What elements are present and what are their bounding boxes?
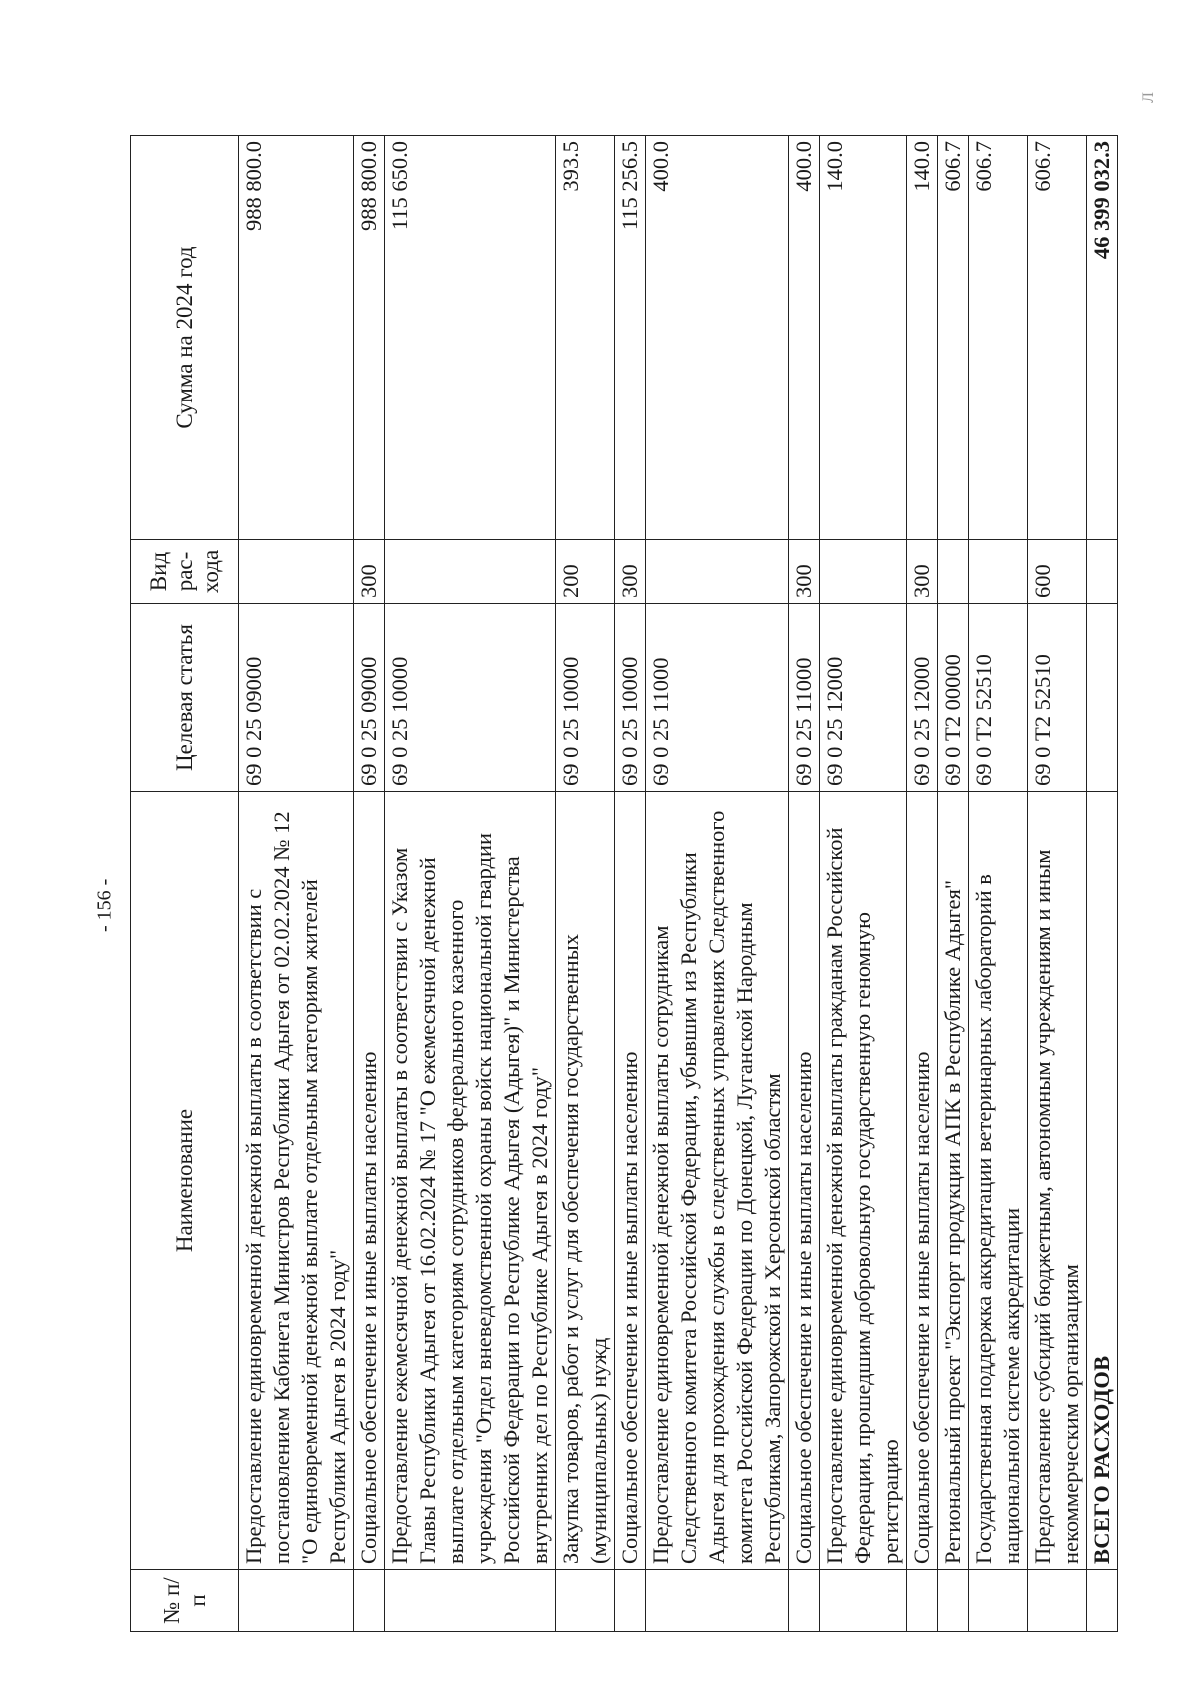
- cell-type: [820, 540, 907, 604]
- cell-sum: 393.5: [556, 136, 615, 540]
- cell-sum: 606.7: [969, 136, 1028, 540]
- cell-name: Региональный проект "Экспорт продукции АПК в Республике Адыгея": [938, 792, 969, 1570]
- cell-sum: 988 800.0: [239, 136, 354, 540]
- cell-code: 69 0 25 10000: [556, 604, 615, 792]
- header-sum: Сумма на 2024 год: [131, 136, 239, 540]
- cell-num: [1087, 1570, 1118, 1632]
- cell-type: [239, 540, 354, 604]
- cell-type: 600: [1028, 540, 1087, 604]
- rotated-table-container: [130, 136, 1114, 1632]
- header-type: Вид рас-хода: [131, 540, 239, 604]
- table-row: [354, 136, 385, 1632]
- cell-num: [556, 1570, 615, 1632]
- cell-code: 69 0 25 11000: [789, 604, 820, 792]
- cell-code: 69 0 25 10000: [615, 604, 646, 792]
- total-sum: 46 399 032.3: [1087, 136, 1118, 540]
- cell-name: Социальное обеспечение и иные выплаты населению: [789, 792, 820, 1570]
- cell-name: Предоставление единовременной денежной выплаты сотрудникам Следственного комитета Российской Федерации, убывшим из Республики Адыгея для прохождения службы в следственных управлениях Следственного комитета Российской Федерации по Донецкой, Луганской Народным Республикам, Запорожской и Херсонской областям: [646, 792, 789, 1570]
- budget-table: [130, 135, 1118, 1632]
- header-name: Наименование: [131, 792, 239, 1570]
- cell-num: [354, 1570, 385, 1632]
- cell-sum: 988 800.0: [354, 136, 385, 540]
- cell-name: Социальное обеспечение и иные выплаты населению: [354, 792, 385, 1570]
- cell-code: 69 0 Т2 52510: [1028, 604, 1087, 792]
- total-row: [1087, 136, 1118, 1632]
- cell-num: [820, 1570, 907, 1632]
- table-row: [239, 136, 354, 1632]
- total-label: ВСЕГО РАСХОДОВ: [1087, 792, 1118, 1570]
- cell-num: [789, 1570, 820, 1632]
- cell-num: [615, 1570, 646, 1632]
- cell-name: Социальное обеспечение и иные выплаты населению: [615, 792, 646, 1570]
- cell-name: Социальное обеспечение и иные выплаты населению: [907, 792, 938, 1570]
- cell-code: [1087, 604, 1118, 792]
- cell-num: [969, 1570, 1028, 1632]
- cell-type: [938, 540, 969, 604]
- cell-sum: 400.0: [789, 136, 820, 540]
- cell-num: [1028, 1570, 1087, 1632]
- table-row: [385, 136, 556, 1632]
- cell-code: 69 0 25 12000: [907, 604, 938, 792]
- cell-type: 200: [556, 540, 615, 604]
- cell-type: [385, 540, 556, 604]
- cell-code: 69 0 25 09000: [354, 604, 385, 792]
- header-code: Целевая статья: [131, 604, 239, 792]
- cell-type: 300: [354, 540, 385, 604]
- scan-mark: Л: [1140, 92, 1157, 103]
- cell-num: [385, 1570, 556, 1632]
- cell-num: [907, 1570, 938, 1632]
- cell-num: [938, 1570, 969, 1632]
- table-row: [646, 136, 789, 1632]
- cell-type: 300: [789, 540, 820, 604]
- table-row: [820, 136, 907, 1632]
- cell-sum: 140.0: [907, 136, 938, 540]
- cell-code: 69 0 Т2 00000: [938, 604, 969, 792]
- cell-type: [646, 540, 789, 604]
- cell-type: [969, 540, 1028, 604]
- cell-name: Предоставление субсидий бюджетным, автономным учреждениям и иным некоммерческим организациям: [1028, 792, 1087, 1570]
- cell-name: Закупка товаров, работ и услуг для обеспечения государственных (муниципальных) нужд: [556, 792, 615, 1570]
- cell-sum: 115 650.0: [385, 136, 556, 540]
- cell-code: 69 0 25 11000: [646, 604, 789, 792]
- header-num: № п/п: [131, 1570, 239, 1632]
- table-row: [615, 136, 646, 1632]
- cell-name: Предоставление единовременной денежной выплаты в соответствии с постановлением Кабинета Министров Республики Адыгея от 02.02.2024 № 12 "О единовременной денежной выплате отдельным категориям жителей Республики Адыгея в 2024 году": [239, 792, 354, 1570]
- cell-code: 69 0 25 12000: [820, 604, 907, 792]
- page-number: - 156 -: [93, 878, 116, 932]
- table-row: [1028, 136, 1087, 1632]
- cell-sum: 400.0: [646, 136, 789, 540]
- cell-code: 69 0 Т2 52510: [969, 604, 1028, 792]
- cell-sum: 115 256.5: [615, 136, 646, 540]
- cell-sum: 606.7: [1028, 136, 1087, 540]
- cell-num: [239, 1570, 354, 1632]
- table-header-row: [131, 136, 239, 1632]
- cell-code: 69 0 25 10000: [385, 604, 556, 792]
- cell-sum: 140.0: [820, 136, 907, 540]
- cell-num: [646, 1570, 789, 1632]
- table-row: [969, 136, 1028, 1632]
- cell-name: Предоставление ежемесячной денежной выплаты в соответствии с Указом Главы Республики Адыгея от 16.02.2024 № 17 "О ежемесячной денежной выплате отдельным категориям сотрудников федерального казенного учреждения "Отдел вневедомственной охраны войск национальной гвардии Российской Федерации по Республике Адыгея (Адыгея)" и Министерства внутренних дел по Республике Адыгея в 2024 году": [385, 792, 556, 1570]
- cell-type: 300: [907, 540, 938, 604]
- cell-name: Государственная поддержка аккредитации ветеринарных лабораторий в национальной системе аккредитации: [969, 792, 1028, 1570]
- cell-type: [1087, 540, 1118, 604]
- cell-code: 69 0 25 09000: [239, 604, 354, 792]
- table-row: [556, 136, 615, 1632]
- cell-sum: 606.7: [938, 136, 969, 540]
- table-row: [789, 136, 820, 1632]
- cell-type: 300: [615, 540, 646, 604]
- table-row: [907, 136, 938, 1632]
- table-row: [938, 136, 969, 1632]
- cell-name: Предоставление единовременной денежной выплаты гражданам Российской Федерации, прошедшим добровольную государственную геномную регистрацию: [820, 792, 907, 1570]
